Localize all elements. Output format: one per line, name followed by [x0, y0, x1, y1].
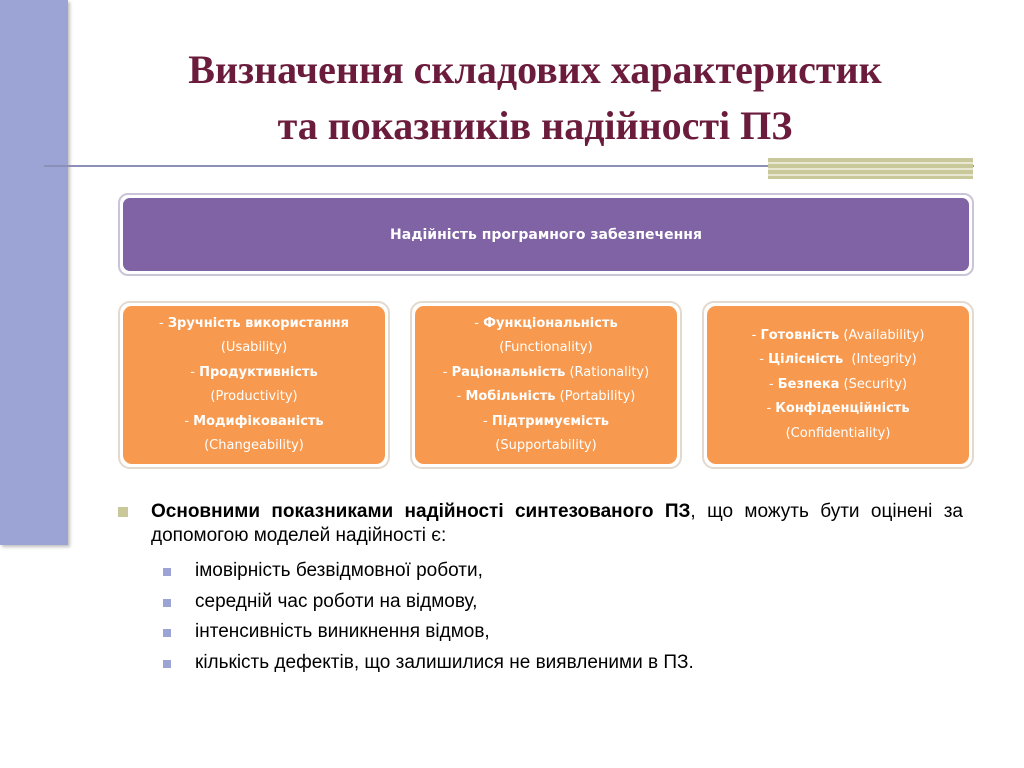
list-item: інтенсивність виникнення відмов,: [163, 617, 983, 648]
card-line: - Модифікованість: [184, 413, 324, 429]
card-line: - Підтримуємість: [483, 413, 609, 429]
card-line: - Безпека (Security): [768, 376, 908, 392]
list-item: кількість дефектів, що залишилися не виявленими в ПЗ.: [163, 648, 983, 679]
bullet-square-icon: [163, 568, 171, 576]
card-line: - Цілісність (Integrity): [759, 352, 917, 368]
reliability-box: [118, 193, 974, 276]
bullet-square-icon: [163, 660, 171, 668]
slide-title: [100, 42, 970, 154]
list-item: середній час роботи на відмову,: [163, 587, 983, 618]
card-line: (Confidentiality): [785, 425, 891, 441]
title-line-2: та показників надійності ПЗ: [277, 103, 793, 148]
reliability-label: Надійність програмного забезпечення: [123, 198, 969, 271]
card-line: (Usability): [220, 340, 288, 355]
card-line: (Productivity): [210, 389, 298, 404]
card-line: - Мобільність (Portability): [456, 389, 636, 404]
main-bullet-text: Основними показниками надійності синтезованого ПЗ, що можуть бути оцінені за допомогою моделей надійності є:: [151, 501, 963, 546]
card-line: - Продуктивність: [190, 364, 318, 380]
bullet-square-icon: [118, 507, 128, 517]
card-line: - Конфіденційність: [766, 401, 910, 417]
characteristics-card-2: [410, 301, 682, 469]
title-divider-accent: [768, 158, 973, 179]
list-item: імовірність безвідмовної роботи,: [163, 556, 983, 587]
card-line: - Функціональність: [474, 315, 618, 331]
title-line-1: Визначення складових характеристик: [188, 47, 882, 92]
card-content: [123, 306, 385, 464]
card-line: - Зручність використання: [158, 315, 350, 331]
bullet-square-icon: [163, 629, 171, 637]
left-accent-bar: [0, 0, 68, 545]
card-line: (Changeability): [204, 438, 304, 453]
main-bullet: [118, 500, 963, 548]
card-line: - Раціональність (Rationality): [442, 364, 650, 380]
card-content: [707, 306, 969, 464]
card-line: (Functionality): [499, 340, 593, 355]
indicator-list: [163, 556, 983, 678]
characteristics-card-3: [702, 301, 974, 469]
characteristics-card-1: [118, 301, 390, 469]
card-content: [415, 306, 677, 464]
card-line: (Supportability): [495, 438, 597, 453]
bullet-square-icon: [163, 599, 171, 607]
card-line: - Готовність (Availability): [751, 327, 925, 343]
